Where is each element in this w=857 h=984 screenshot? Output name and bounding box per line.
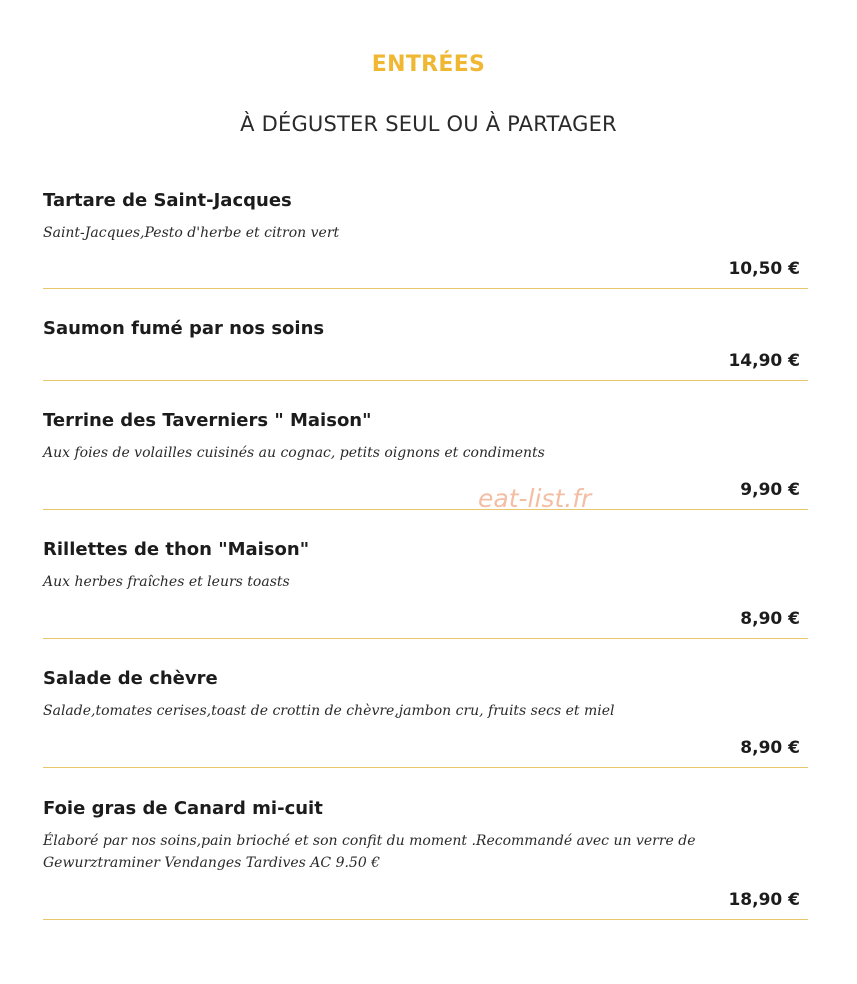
menu-item-price: 10,50 €: [728, 259, 800, 279]
menu-item-price: 8,90 €: [740, 609, 800, 629]
menu-item-price: 8,90 €: [740, 738, 800, 758]
menu-item: [43, 539, 808, 639]
menu-item-price: 14,90 €: [728, 351, 800, 371]
menu-item-name: Foie gras de Canard mi-cuit: [43, 798, 323, 819]
menu-item-description: Aux herbes fraîches et leurs toasts: [43, 574, 290, 590]
section-subtitle: À DÉGUSTER SEUL OU À PARTAGER: [240, 112, 617, 136]
menu-item: [43, 798, 808, 920]
menu-item-name: Tartare de Saint-Jacques: [43, 190, 292, 211]
menu-item: [43, 318, 808, 381]
menu-item-name: Terrine des Taverniers " Maison": [43, 410, 372, 431]
watermark: eat-list.fr: [478, 484, 592, 513]
menu-item-name: Rillettes de thon "Maison": [43, 539, 310, 560]
menu-item-description: Élaboré par nos soins,pain brioché et son confit du moment .Recommandé avec un verre de Gewurztraminer Vendanges Tardives AC 9.50 €: [43, 833, 696, 871]
menu-item-description: Saint-Jacques,Pesto d'herbe et citron vert: [43, 225, 340, 241]
menu-item: [43, 190, 808, 289]
section-title: ENTRÉES: [371, 52, 486, 77]
menu-item-price: 18,90 €: [728, 890, 800, 910]
menu-item-price: 9,90 €: [740, 480, 800, 500]
menu-item-description: Aux foies de volailles cuisinés au cognac, petits oignons et condiments: [43, 445, 545, 461]
menu-item: [43, 668, 808, 768]
menu-item-description: Salade,tomates cerises,toast de crottin de chèvre,jambon cru, fruits secs et miel: [43, 703, 615, 719]
menu-item: [43, 410, 808, 510]
menu-item-name: Saumon fumé par nos soins: [43, 318, 325, 339]
menu-item-name: Salade de chèvre: [43, 668, 218, 689]
